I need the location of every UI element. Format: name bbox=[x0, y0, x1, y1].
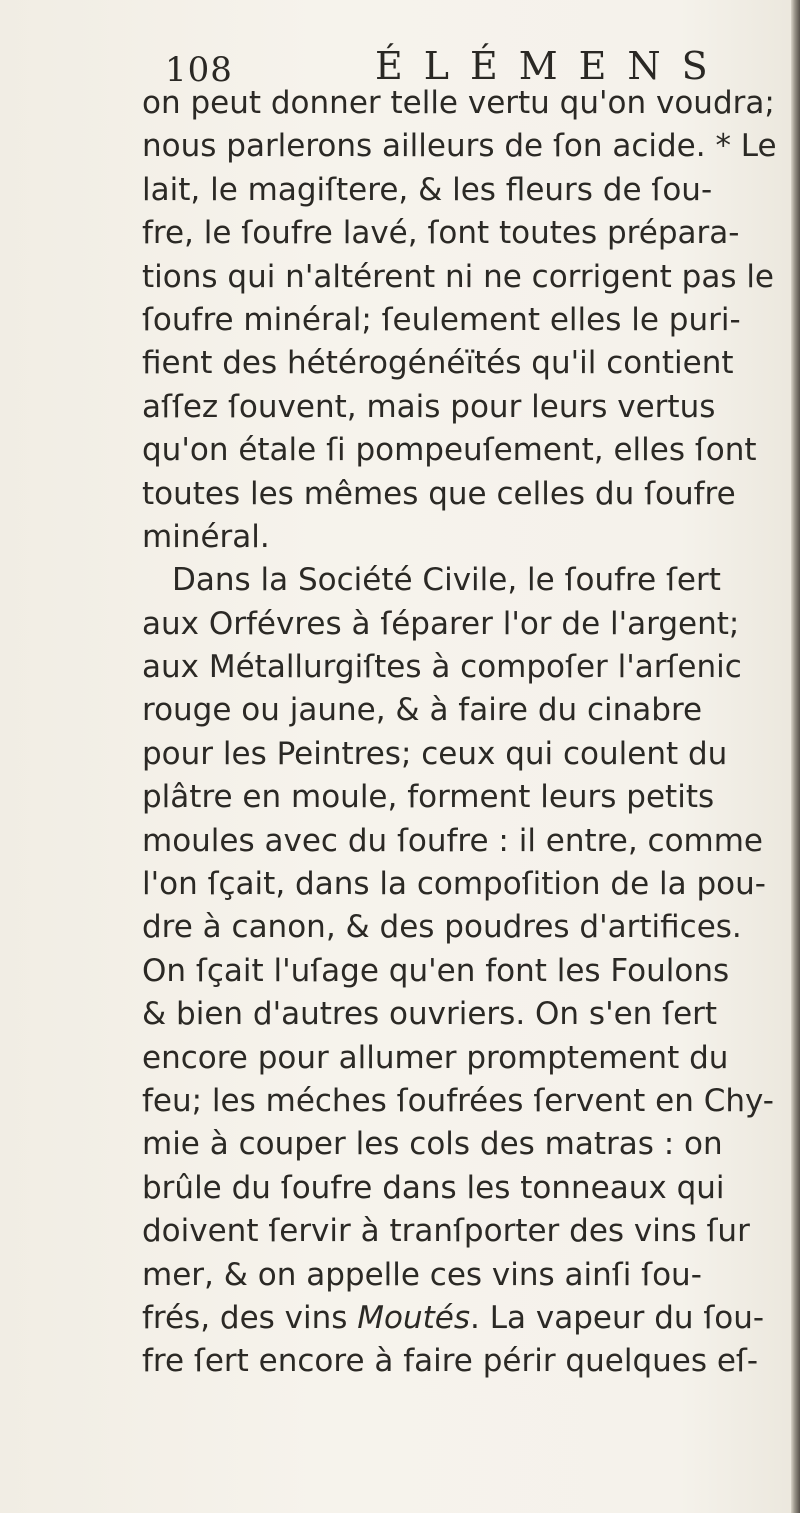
text-line: mer, & on appelle ces vins ainſi ſou- bbox=[142, 1256, 702, 1293]
text-line: mie à couper les cols des matras : on bbox=[142, 1126, 723, 1163]
paragraph-start-line: Dans la Société Civile, le ſoufre ſert bbox=[172, 562, 721, 599]
text-line: fient des hétérogénéïtés qu'il contient bbox=[142, 345, 734, 382]
body-text bbox=[142, 82, 792, 1384]
text-line: tions qui n'altérent ni ne corrigent pas le bbox=[142, 258, 775, 295]
text-line: doivent ſervir à tranſporter des vins ſur bbox=[142, 1213, 750, 1250]
text-line: toutes les mêmes que celles du ſoufre bbox=[142, 475, 736, 512]
text-line: fre, le ſoufre lavé, ſont toutes prépara- bbox=[142, 215, 740, 252]
text-line: fre ſert encore à faire périr quelques eſ- bbox=[142, 1343, 759, 1380]
text-line: aux Orfévres à ſéparer l'or de l'argent; bbox=[142, 605, 740, 642]
text-line: moules avec du ſoufre : il entre, comme bbox=[142, 822, 763, 859]
text-line bbox=[142, 1297, 792, 1340]
text-line: aſſez ſouvent, mais pour leurs vertus bbox=[142, 388, 716, 425]
running-title: ÉLÉMENS bbox=[375, 44, 729, 88]
text-line: qu'on étale ſi pompeuſement, elles ſont bbox=[142, 432, 757, 469]
text-line: aux Métallurgiſtes à compoſer l'arſenic bbox=[142, 649, 742, 686]
text-line: feu; les méches ſoufrées ſervent en Chy- bbox=[142, 1082, 774, 1119]
text-line: pour les Peintres; ceux qui coulent du bbox=[142, 735, 728, 772]
text-line: dre à canon, & des poudres d'artifices. bbox=[142, 909, 742, 946]
page-number: 108 bbox=[165, 50, 233, 90]
text-line: plâtre en moule, forment leurs petits bbox=[142, 779, 715, 816]
text-line: minéral. bbox=[142, 518, 270, 555]
italic-term: Moutés bbox=[357, 1299, 471, 1336]
page-edge bbox=[791, 0, 800, 1513]
text-line: nous parlerons ailleurs de ſon acide. * Le bbox=[142, 128, 777, 165]
text-line: On ſçait l'uſage qu'en font les Foulons bbox=[142, 952, 730, 989]
text-segment: frés, des vins bbox=[142, 1299, 348, 1336]
text-line: rouge ou jaune, & à faire du cinabre bbox=[142, 692, 703, 729]
text-line: ſoufre minéral; ſeulement elles le puri- bbox=[142, 301, 741, 338]
text-line: brûle du ſoufre dans les tonneaux qui bbox=[142, 1169, 725, 1206]
text-line: l'on ſçait, dans la compoſition de la pou- bbox=[142, 866, 766, 903]
text-line: encore pour allumer promptement du bbox=[142, 1039, 729, 1076]
text-line: on peut donner telle vertu qu'on voudra; bbox=[142, 85, 775, 121]
text-segment: . La vapeur du ſou- bbox=[470, 1299, 765, 1336]
text-line: & bien d'autres ouvriers. On s'en ſert bbox=[142, 996, 718, 1033]
text-line: lait, le magiſtere, & les fleurs de ſou- bbox=[142, 171, 713, 208]
